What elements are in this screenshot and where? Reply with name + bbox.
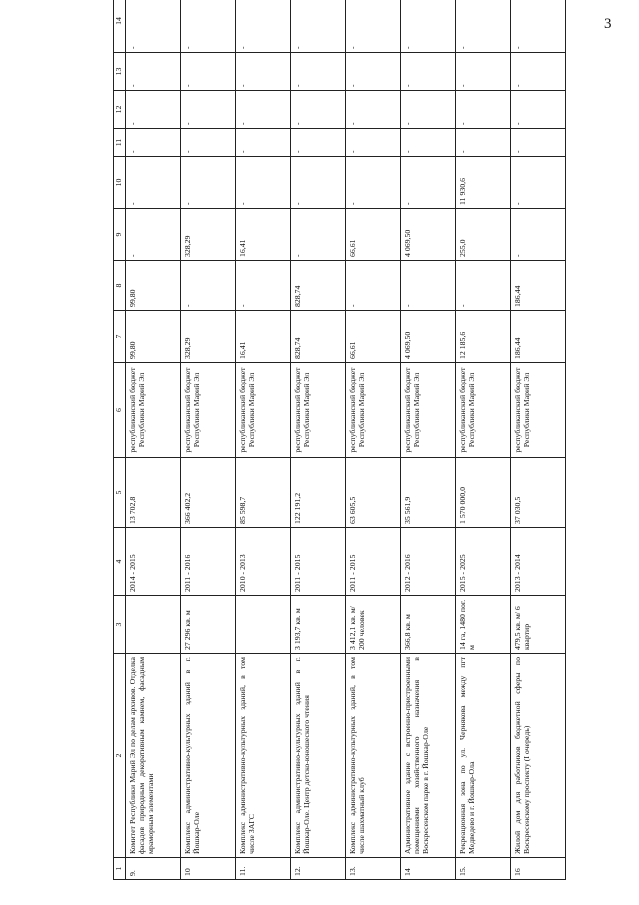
row-number: 14 bbox=[401, 858, 456, 880]
total: 16,41 bbox=[236, 311, 291, 363]
object-name: Комитет Республики Марий Эл по делам архивов. Отделка фасадов природным декоративным камнем, фасадным мраморным элементами bbox=[126, 654, 181, 858]
year-cell: 11 930,6 bbox=[456, 157, 511, 209]
row-number: 12. bbox=[291, 858, 346, 880]
estimated-cost: 85 598,7 bbox=[236, 458, 291, 528]
capacity: 479,5 кв. м/ 6 квартир bbox=[511, 596, 566, 654]
total: 99,80 bbox=[126, 311, 181, 363]
capacity bbox=[126, 596, 181, 654]
year-cell: - bbox=[346, 157, 401, 209]
table-row bbox=[181, 0, 236, 880]
funding-source: республиканский бюджет Республики Марий Эл bbox=[291, 363, 346, 458]
year-cell: - bbox=[236, 129, 291, 157]
year-cell: - bbox=[181, 91, 236, 129]
year-cell: - bbox=[236, 157, 291, 209]
year-cell: - bbox=[126, 157, 181, 209]
year-cell: - bbox=[346, 0, 401, 53]
estimated-cost: 366 402,2 bbox=[181, 458, 236, 528]
object-name: Административное здание с встроенно-пристроенными помещениями хозяйственного назначения в Воскресенском парке в г. Йошкар-Оле bbox=[401, 654, 456, 858]
period: 2015 - 2025 bbox=[456, 528, 511, 596]
year-cell: - bbox=[291, 129, 346, 157]
period: 2014 - 2015 bbox=[126, 528, 181, 596]
year-cell: - bbox=[511, 91, 566, 129]
year-cell: - bbox=[291, 91, 346, 129]
year-cell: - bbox=[401, 53, 456, 91]
year-cell: - bbox=[401, 261, 456, 311]
year-cell: - bbox=[511, 157, 566, 209]
table-row bbox=[291, 0, 346, 880]
funding-source: республиканский бюджет Республики Марий Эл bbox=[236, 363, 291, 458]
year-cell: - bbox=[126, 53, 181, 91]
estimated-cost: 63 605,5 bbox=[346, 458, 401, 528]
year-cell: - bbox=[456, 261, 511, 311]
funding-source: республиканский бюджет Республики Марий Эл bbox=[346, 363, 401, 458]
year-cell: - bbox=[126, 209, 181, 261]
year-cell: - bbox=[126, 0, 181, 53]
capacity: 3 193,7 кв. м bbox=[291, 596, 346, 654]
total: 4 069,50 bbox=[401, 311, 456, 363]
table-row bbox=[346, 0, 401, 880]
total: 828,74 bbox=[291, 311, 346, 363]
year-cell: - bbox=[291, 157, 346, 209]
funding-source: республиканский бюджет Республики Марий Эл bbox=[401, 363, 456, 458]
row-number: 11. bbox=[236, 858, 291, 880]
year-cell: - bbox=[181, 261, 236, 311]
year-cell: - bbox=[401, 157, 456, 209]
object-name: Комплекс административно-культурных зданий, в том числе ЗАГС bbox=[236, 654, 291, 858]
year-cell: - bbox=[456, 129, 511, 157]
estimated-cost: 37 030,5 bbox=[511, 458, 566, 528]
object-name: Комплекс административно-культурных зданий в г. Йошкар-Оле bbox=[181, 654, 236, 858]
year-cell: - bbox=[346, 91, 401, 129]
period: 2012 - 2016 bbox=[401, 528, 456, 596]
estimated-cost: 35 561,9 bbox=[401, 458, 456, 528]
year-cell: - bbox=[456, 91, 511, 129]
year-cell: - bbox=[456, 53, 511, 91]
header-cell: 5 bbox=[114, 458, 126, 528]
year-cell: - bbox=[236, 0, 291, 53]
year-cell: - bbox=[181, 129, 236, 157]
period: 2013 - 2014 bbox=[511, 528, 566, 596]
year-cell: 66,61 bbox=[346, 209, 401, 261]
year-cell: 16,41 bbox=[236, 209, 291, 261]
header-cell: 12 bbox=[114, 91, 126, 129]
row-number: 10 bbox=[181, 858, 236, 880]
year-cell: 828,74 bbox=[291, 261, 346, 311]
year-cell: - bbox=[401, 91, 456, 129]
year-cell: - bbox=[236, 91, 291, 129]
year-cell: - bbox=[511, 0, 566, 53]
year-cell: 99,80 bbox=[126, 261, 181, 311]
year-cell: - bbox=[401, 129, 456, 157]
capacity bbox=[236, 596, 291, 654]
year-cell: - bbox=[126, 129, 181, 157]
object-name: Комплекс административно-культурных зданий в г. Йошкар-Оле. Центр детско-юношеского чтения bbox=[291, 654, 346, 858]
page-number: 3 bbox=[604, 16, 612, 32]
table-row bbox=[456, 0, 511, 880]
header-cell: 3 bbox=[114, 596, 126, 654]
header-cell: 14 bbox=[114, 0, 126, 53]
object-name: Жилой дом для работников бюджетной сферы по Воскресенскому проспекту (I очередь) bbox=[511, 654, 566, 858]
estimated-cost: 122 191,2 bbox=[291, 458, 346, 528]
total: 186,44 bbox=[511, 311, 566, 363]
header-cell: 4 bbox=[114, 528, 126, 596]
row-number: 13. bbox=[346, 858, 401, 880]
total: 328,29 bbox=[181, 311, 236, 363]
object-name: Рекреационная зона по ул. Чернякова между пгт Медведево и г. Йошкар-Ола bbox=[456, 654, 511, 858]
header-row bbox=[114, 0, 126, 880]
year-cell: - bbox=[511, 129, 566, 157]
year-cell: - bbox=[511, 209, 566, 261]
year-cell: - bbox=[181, 53, 236, 91]
investment-table bbox=[113, 0, 566, 880]
table-row bbox=[401, 0, 456, 880]
capacity: 14 га, 1480 пог. м bbox=[456, 596, 511, 654]
header-cell: 9 bbox=[114, 209, 126, 261]
row-number: 15. bbox=[456, 858, 511, 880]
year-cell: - bbox=[236, 261, 291, 311]
header-cell: 10 bbox=[114, 157, 126, 209]
funding-source: республиканский бюджет Республики Марий Эл bbox=[181, 363, 236, 458]
header-cell: 11 bbox=[114, 129, 126, 157]
year-cell: - bbox=[236, 53, 291, 91]
period: 2010 - 2013 bbox=[236, 528, 291, 596]
rotated-table-wrapper bbox=[113, 17, 619, 880]
year-cell: - bbox=[346, 261, 401, 311]
header-cell: 13 bbox=[114, 53, 126, 91]
year-cell: - bbox=[346, 129, 401, 157]
year-cell: - bbox=[126, 91, 181, 129]
year-cell: 255,0 bbox=[456, 209, 511, 261]
funding-source: республиканский бюджет Республики Марий Эл bbox=[456, 363, 511, 458]
funding-source: республиканский бюджет Республики Марий Эл bbox=[511, 363, 566, 458]
year-cell: - bbox=[291, 209, 346, 261]
year-cell: - bbox=[511, 53, 566, 91]
year-cell: - bbox=[346, 53, 401, 91]
header-cell: 1 bbox=[114, 858, 126, 880]
capacity: 366,8 кв. м bbox=[401, 596, 456, 654]
header-cell: 8 bbox=[114, 261, 126, 311]
period: 2011 - 2015 bbox=[346, 528, 401, 596]
capacity: 3 412,1 кв. м/ 200 человек bbox=[346, 596, 401, 654]
estimated-cost: 1 570 000,0 bbox=[456, 458, 511, 528]
row-number: 9. bbox=[126, 858, 181, 880]
total: 66,61 bbox=[346, 311, 401, 363]
year-cell: - bbox=[291, 0, 346, 53]
header-cell: 7 bbox=[114, 311, 126, 363]
year-cell: - bbox=[456, 0, 511, 53]
year-cell: - bbox=[181, 157, 236, 209]
year-cell: 328,29 bbox=[181, 209, 236, 261]
year-cell: 186,44 bbox=[511, 261, 566, 311]
estimated-cost: 13 702,8 bbox=[126, 458, 181, 528]
header-cell: 6 bbox=[114, 363, 126, 458]
table-row bbox=[511, 0, 566, 880]
period: 2011 - 2015 bbox=[291, 528, 346, 596]
row-number: 16 bbox=[511, 858, 566, 880]
year-cell: - bbox=[291, 53, 346, 91]
year-cell: 4 069,50 bbox=[401, 209, 456, 261]
year-cell: - bbox=[401, 0, 456, 53]
object-name: Комплекс административно-культурных зданий, в том числе шахматный клуб bbox=[346, 654, 401, 858]
year-cell: - bbox=[181, 0, 236, 53]
table-row bbox=[126, 0, 181, 880]
period: 2011 - 2016 bbox=[181, 528, 236, 596]
total: 12 185,6 bbox=[456, 311, 511, 363]
capacity: 27 296 кв. м bbox=[181, 596, 236, 654]
table-row bbox=[236, 0, 291, 880]
header-cell: 2 bbox=[114, 654, 126, 858]
funding-source: республиканский бюджет Республики Марий Эл bbox=[126, 363, 181, 458]
